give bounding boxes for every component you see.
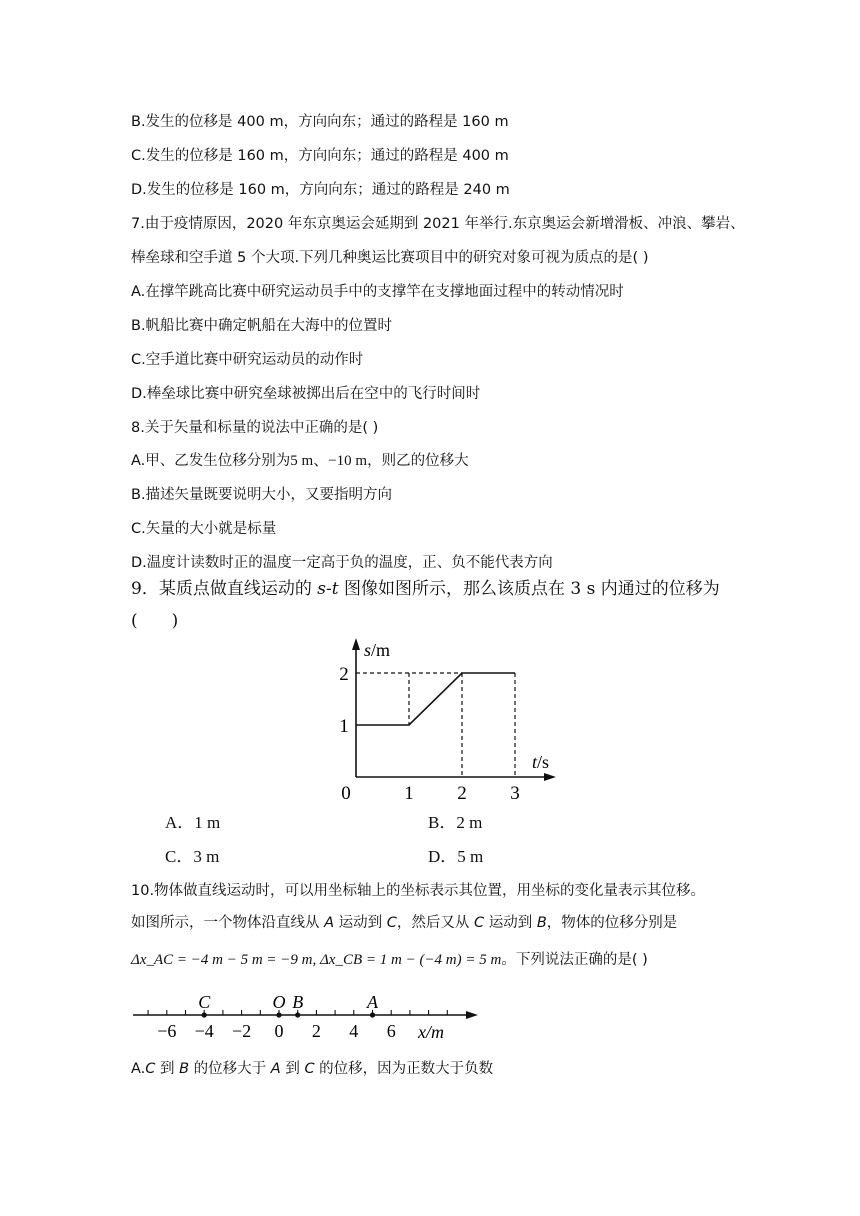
q8-option-a — [131, 452, 469, 470]
q9-option-d: D．5 m — [428, 847, 484, 866]
q10-stem-line2-part: C — [473, 915, 485, 931]
q10-option-a-part: A — [270, 1061, 281, 1077]
x-tick-label: 2 — [457, 783, 467, 804]
x-axis-label: t/s — [532, 752, 550, 772]
q10-option-a-part: 的位移大于 — [189, 1061, 271, 1077]
axis-tick-label: 6 — [386, 1021, 396, 1041]
q8-option-d: D.温度计读数时正的温度一定高于负的温度，正、负不能代表方向 — [131, 555, 553, 571]
q10-option-a-part: B — [179, 1061, 190, 1077]
q10-formula: Δx_AC = −4 m − 5 m = −9 m, Δx_CB = 1 m − (−4 m) = 5 m — [131, 952, 502, 968]
point-o-dot — [276, 1012, 281, 1017]
q10-option-a — [131, 1060, 493, 1078]
q6-option-d: D.发生的位移是 160 m，方向向东；通过的路程是 240 m — [131, 182, 510, 198]
q8-option-a-post: ，则乙的位移大 — [367, 453, 469, 469]
axis-tick-label: −2 — [232, 1021, 252, 1041]
q10-stem-line2-part: 运动到 — [484, 915, 537, 931]
q8-option-b: B.描述矢量既要说明大小，又要指明方向 — [131, 487, 393, 503]
point-c-label: C — [198, 992, 211, 1012]
x-axis-arrow — [544, 773, 556, 781]
axis-tick-label: −4 — [194, 1021, 214, 1041]
q7-option-a: A.在撑竿跳高比赛中研究运动员手中的支撑竿在支撑地面过程中的转动情况时 — [131, 284, 624, 300]
q10-stem-line2-part: ，然后又从 — [396, 915, 474, 931]
q9-option-a: A．1 m — [165, 813, 221, 832]
q6-option-c: C.发生的位移是 160 m，方向向东；通过的路程是 400 m — [131, 148, 509, 164]
point-a-label: A — [367, 992, 378, 1012]
q8-option-c: C.矢量的大小就是标量 — [131, 521, 277, 537]
axis-tick-label: 2 — [311, 1021, 321, 1041]
x-tick-label: 3 — [510, 783, 520, 804]
q6-option-b: B.发生的位移是 400 m，方向向东；通过的路程是 160 m — [131, 114, 509, 130]
q10-stem-line1: 10.物体做直线运动时，可以用坐标轴上的坐标表示其位置，用坐标的变化量表示其位移。 — [131, 883, 706, 899]
q9-stem-pre: 9．某质点做直线运动的 — [131, 579, 318, 599]
q10-stem-line2-part: A — [324, 915, 335, 931]
q10-option-a-part: 到 — [280, 1061, 305, 1077]
q10-option-a-part: 的位移，因为正数大于负数 — [314, 1061, 494, 1077]
q9-stem-line2: ( ) — [131, 611, 179, 631]
axis-arrow — [466, 1011, 478, 1019]
q9-stem-line1 — [131, 580, 720, 598]
axis-tick-label: 0 — [274, 1021, 284, 1041]
q8-stem: 8.关于矢量和标量的说法中正确的是( ) — [131, 420, 379, 436]
axis-tick-label: 4 — [349, 1021, 359, 1041]
q10-stem-line2 — [131, 914, 677, 932]
point-b-dot — [295, 1012, 300, 1017]
q7-stem-line1: 7.由于疫情原因，2020 年东京奥运会延期到 2021 年举行.东京奥运会新增滑板、冲浪、攀岩、 — [131, 216, 745, 232]
y-tick-label: 1 — [339, 716, 349, 737]
x-tick-label: 1 — [404, 783, 414, 804]
q10-option-a-part: C — [304, 1061, 315, 1077]
point-o-label: O — [272, 992, 286, 1012]
q7-option-c: C.空手道比赛中研究运动员的动作时 — [131, 352, 364, 368]
series-line — [356, 673, 515, 725]
y-tick-label: 2 — [339, 664, 349, 685]
q8-option-a-pre: A.甲、乙发生位移分别为 — [131, 453, 291, 469]
y-axis-label: s/m — [364, 640, 391, 660]
point-b-label: B — [292, 992, 304, 1012]
q10-option-a-part: C — [145, 1061, 156, 1077]
q9-stem-var: s-t — [317, 579, 339, 599]
q10-stem-line2-part: 如图所示，一个物体沿直线从 — [131, 915, 325, 931]
q10-formula-line — [131, 951, 648, 969]
q10-option-a-part: 到 — [155, 1061, 180, 1077]
axis-tick-label: −6 — [157, 1021, 177, 1041]
q10-stem-line2-part: ，物体的位移分别是 — [546, 915, 678, 931]
q7-stem-line2: 棒垒球和空手道 5 个大项.下列几种奥运比赛项目中的研究对象可视为质点的是( ) — [131, 250, 649, 266]
q7-option-d: D.棒垒球比赛中研究垒球被掷出后在空中的飞行时间时 — [131, 386, 481, 402]
point-c-dot — [202, 1012, 207, 1017]
y-axis-arrow — [352, 638, 360, 650]
q8-option-a-math: 5 m、−10 m — [290, 453, 368, 469]
q10-option-a-part: A. — [131, 1061, 146, 1077]
q10-formula-tail: 。下列说法正确的是( ) — [501, 952, 648, 968]
q10-stem-line2-part: 运动到 — [334, 915, 387, 931]
q9-option-b: B．2 m — [428, 813, 483, 832]
origin-label: 0 — [341, 783, 351, 804]
q7-option-b: B.帆船比赛中确定帆船在大海中的位置时 — [131, 318, 393, 334]
axis-unit-label: x/m — [418, 1022, 444, 1042]
q9-option-c: C．3 m — [165, 847, 220, 866]
q9-stem-post: 图像如图所示，那么该质点在 3 s 内通过的位移为 — [338, 579, 720, 599]
point-a-dot — [370, 1012, 375, 1017]
q10-stem-line2-part: C — [386, 915, 397, 931]
q10-stem-line2-part: B — [536, 915, 547, 931]
